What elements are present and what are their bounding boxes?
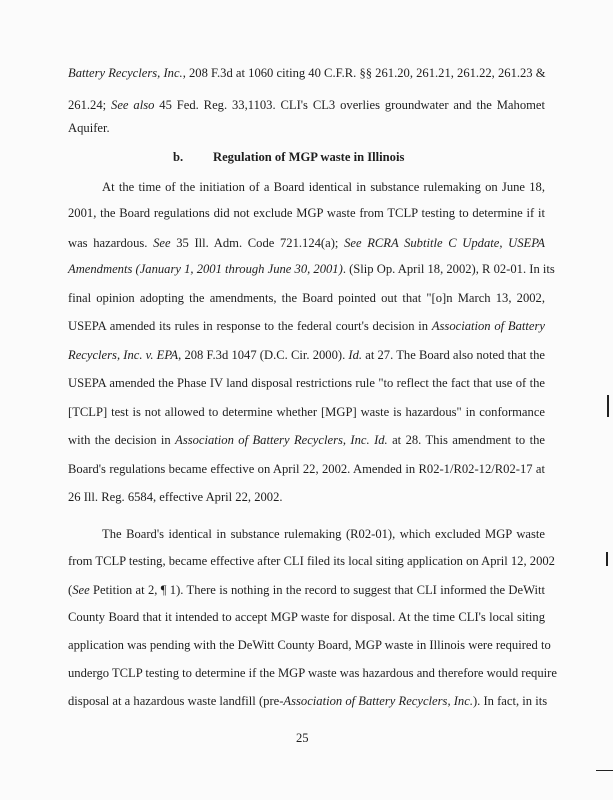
paragraph-2-line: application was pending with the DeWitt County Board, MGP waste in Illinois were required to (68, 638, 551, 652)
paragraph-1-line: At the time of the initiation of a Board identical in substance rulemaking on June 18, (102, 180, 545, 194)
paragraph-2-line: The Board's identical in substance rulemaking (R02-01), which excluded MGP waste (102, 527, 545, 541)
text-line: Battery Recyclers, Inc., 208 F.3d at 1060 citing 40 C.F.R. §§ 261.20, 261.21, 261.22, 261.23 & (68, 66, 546, 80)
section-number: b. (173, 150, 184, 164)
scan-mark (607, 395, 609, 417)
scan-mark (596, 770, 613, 771)
page-number: 25 (296, 731, 309, 745)
section-heading (173, 150, 404, 165)
paragraph-1-line: final opinion adopting the amendments, the Board pointed out that "[o]n March 13, 2002, (68, 291, 545, 305)
paragraph-1-line: 2001, the Board regulations did not exclude MGP waste from TCLP testing to determine if it (68, 206, 545, 220)
paragraph-2-line: undergo TCLP testing to determine if the MGP waste was hazardous and therefore would require (68, 666, 557, 680)
text-line: 261.24; See also 45 Fed. Reg. 33,1103. CLI's CL3 overlies groundwater and the Mahomet (68, 98, 545, 112)
section-title: Regulation of MGP waste in Illinois (213, 150, 405, 164)
paragraph-1-line: with the decision in Association of Battery Recyclers, Inc. Id. at 28. This amendment to the (68, 433, 545, 447)
paragraph-2-line: disposal at a hazardous waste landfill (pre-Association of Battery Recyclers, Inc.). In fact, in its (68, 694, 548, 708)
paragraph-2-line: County Board that it intended to accept MGP waste for disposal. At the time CLI's local siting (68, 610, 545, 624)
paragraph-1-line: Board's regulations became effective on April 22, 2002. Amended in R02-1/R02-12/R02-17 at (68, 462, 545, 476)
paragraph-1-line: [TCLP] test is not allowed to determine whether [MGP] waste is hazardous" in conformance (68, 405, 545, 419)
paragraph-2-line: (See Petition at 2, ¶ 1). There is nothing in the record to suggest that CLI informed the DeWitt (68, 583, 545, 597)
paragraph-1-line: was hazardous. See 35 Ill. Adm. Code 721.124(a); See RCRA Subtitle C Update, USEPA (68, 236, 545, 250)
paragraph-1-line: USEPA amended the Phase IV land disposal restrictions rule "to reflect the fact that use of the (68, 376, 545, 390)
paragraph-1-line: Recyclers, Inc. v. EPA, 208 F.3d 1047 (D.C. Cir. 2000). Id. at 27. The Board also noted that the (68, 348, 545, 362)
text-line: Aquifer. (68, 121, 110, 135)
scan-mark (606, 552, 608, 566)
paragraph-1-line: Amendments (January 1, 2001 through June 30, 2001). (Slip Op. April 18, 2002), R 02-01. In its (68, 262, 555, 276)
paragraph-1-line: 26 Ill. Reg. 6584, effective April 22, 2002. (68, 490, 283, 504)
paragraph-1-line: USEPA amended its rules in response to the federal court's decision in Association of Battery (68, 319, 545, 333)
paragraph-2-line: from TCLP testing, became effective after CLI filed its local siting application on April 12, 2002 (68, 554, 555, 568)
